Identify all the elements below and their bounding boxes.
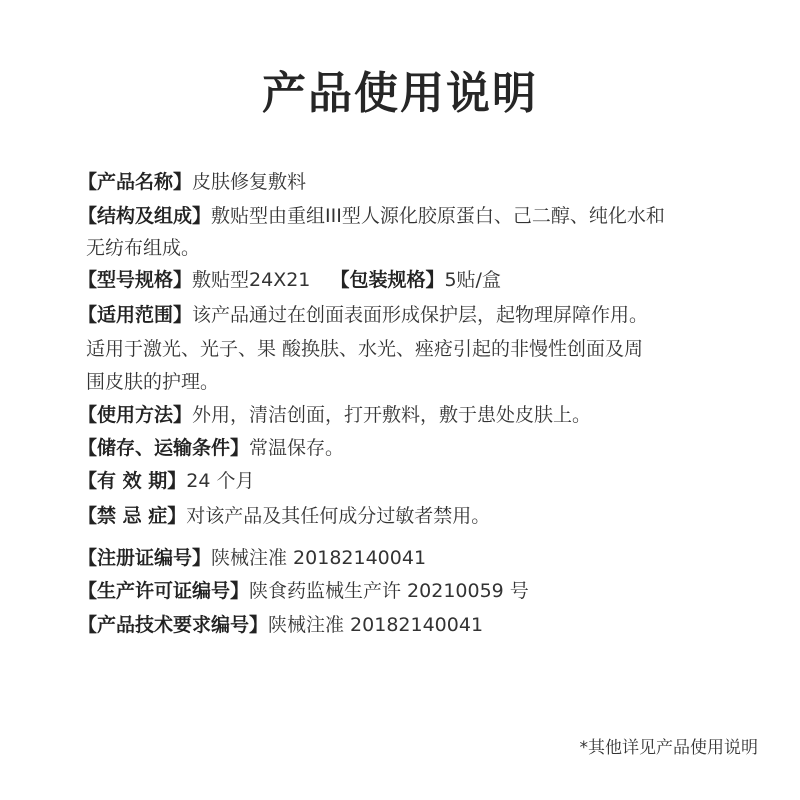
registration-label: 【注册证编号】 <box>78 547 212 569</box>
production-license-value: 陕食药监械生产许 20210059 号 <box>249 580 529 602</box>
scope-value-line2: 适用于激光、光子、果 酸换肤、水光、痤疮引起的非慢性创面及周 <box>86 338 644 360</box>
scope-label: 【适用范围】 <box>78 304 193 326</box>
registration-row <box>78 543 426 573</box>
scope-row-cont-1 <box>86 334 643 364</box>
structure-value-line1: 敷贴型由重组III型人源化胶原蛋白、己二醇、纯化水和 <box>211 205 665 227</box>
validity-value: 24 个月 <box>186 470 255 492</box>
tech-requirement-value: 陕械注准 20182140041 <box>268 614 484 636</box>
product-name-row <box>78 167 306 197</box>
registration-value: 陕械注准 20182140041 <box>211 547 427 569</box>
model-label: 【型号规格】 <box>78 269 193 291</box>
page-title: 产品使用说明 <box>262 68 538 119</box>
package-value: 5贴/盒 <box>444 269 501 291</box>
product-name-value: 皮肤修复敷料 <box>192 171 307 193</box>
scope-value-line1: 该产品通过在创面表面形成保护层，起物理屏障作用。 <box>192 304 649 326</box>
contraindication-label: 【禁 忌 症】 <box>78 505 187 527</box>
usage-label: 【使用方法】 <box>78 404 193 426</box>
contraindication-value: 对该产品及其任何成分过敏者禁用。 <box>186 505 491 527</box>
structure-row <box>78 201 665 231</box>
scope-row <box>78 300 648 330</box>
validity-row <box>78 466 254 496</box>
footnote: *其他详见产品使用说明 <box>579 738 758 758</box>
product-name-label: 【产品名称】 <box>78 171 193 193</box>
storage-label: 【储存、运输条件】 <box>78 437 250 459</box>
usage-row <box>78 400 591 430</box>
usage-value: 外用，清洁创面，打开敷料，敷于患处皮肤上。 <box>192 404 592 426</box>
structure-label: 【结构及组成】 <box>78 205 212 227</box>
scope-row-cont-2 <box>86 367 219 397</box>
storage-value: 常温保存。 <box>249 437 345 459</box>
structure-value-line2: 无纺布组成。 <box>86 237 201 259</box>
validity-label: 【有 效 期】 <box>78 470 187 492</box>
production-license-row <box>78 576 529 606</box>
storage-row <box>78 433 344 463</box>
contraindication-row <box>78 501 490 531</box>
package-label: 【包装规格】 <box>330 269 445 291</box>
scope-value-line3: 围皮肤的护理。 <box>86 371 220 393</box>
production-license-label: 【生产许可证编号】 <box>78 580 250 602</box>
model-package-row <box>78 265 501 295</box>
tech-requirement-label: 【产品技术要求编号】 <box>78 614 269 636</box>
model-value: 敷贴型24X21 <box>192 269 311 291</box>
structure-row-cont <box>86 233 200 263</box>
tech-requirement-row <box>78 610 483 640</box>
